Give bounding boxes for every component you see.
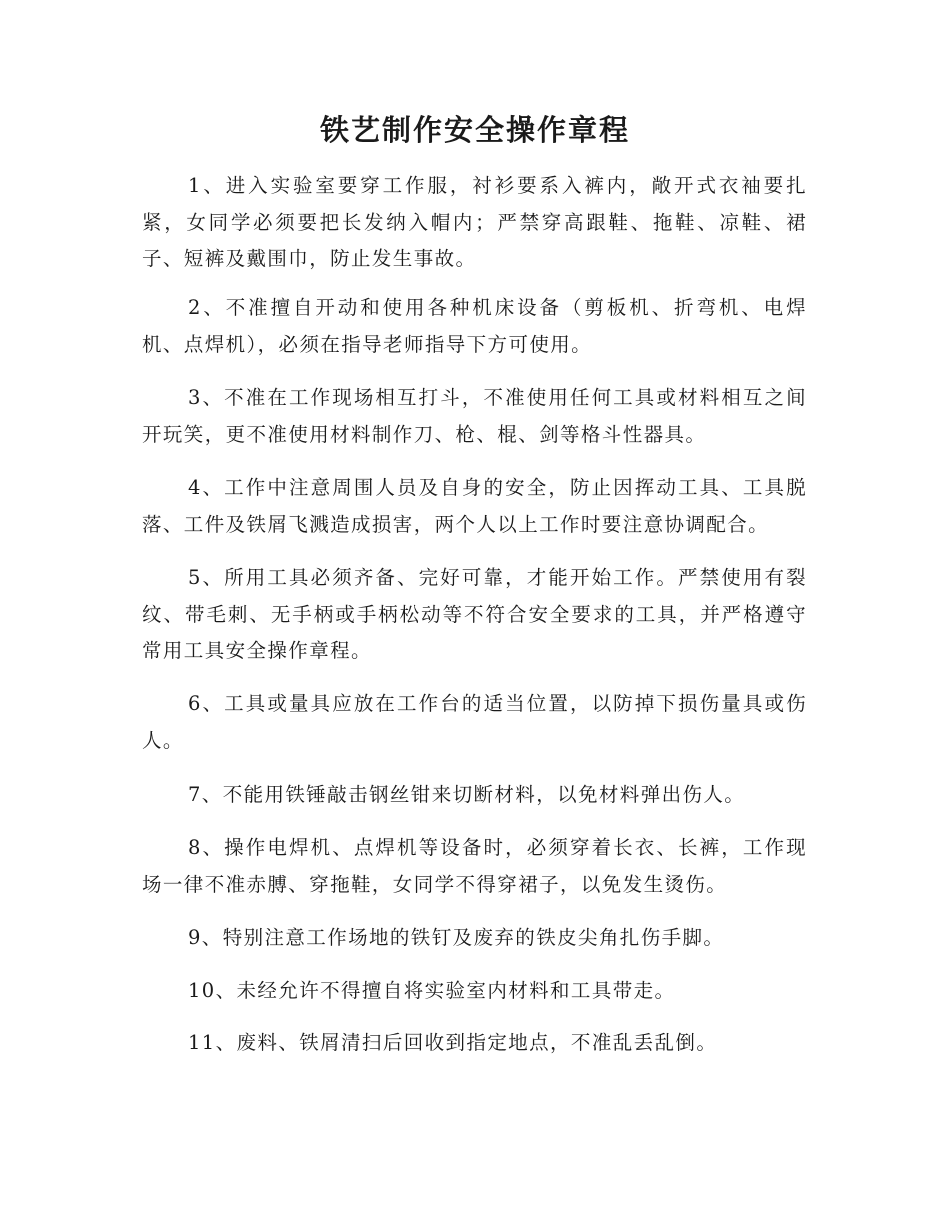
rule-4: 4、工作中注意周围人员及自身的安全，防止因挥动工具、工具脱落、工件及铁屑飞溅造成损害，两个人以上工作时要注意协调配合。 [142,476,807,536]
document-title: 铁艺制作安全操作章程 [319,113,630,147]
rule-7: 7、不能用铁锤敲击钢丝钳来切断材料，以免材料弹出伤人。 [188,783,746,806]
rule-9: 9、特别注意工作场地的铁钉及废弃的铁皮尖角扎伤手脚。 [188,926,725,949]
rule-3: 3、不准在工作现场相互打斗，不准使用任何工具或材料相互之间开玩笑，更不准使用材料制作刀、枪、棍、剑等格斗性器具。 [142,386,807,446]
rule-10: 10、未经允许不得擅自将实验室内材料和工具带走。 [188,979,676,1002]
rule-2: 2、不准擅自开动和使用各种机床设备（剪板机、折弯机、电焊机、点焊机），必须在指导老师指导下方可使用。 [142,296,807,356]
rule-5: 5、所用工具必须齐备、完好可靠，才能开始工作。严禁使用有裂纹、带毛刺、无手柄或手柄松动等不符合安全要求的工具，并严格遵守常用工具安全操作章程。 [142,566,807,662]
rule-8: 8、操作电焊机、点焊机等设备时，必须穿着长衣、长裤，工作现场一律不准赤膊、穿拖鞋，女同学不得穿裙子，以免发生烫伤。 [142,836,807,896]
rule-11: 11、废料、铁屑清扫后回收到指定地点，不准乱丢乱倒。 [188,1031,718,1054]
rule-1: 1、进入实验室要穿工作服，衬衫要系入裤内，敞开式衣袖要扎紧，女同学必须要把长发纳入帽内；严禁穿高跟鞋、拖鞋、凉鞋、裙子、短裤及戴围巾，防止发生事故。 [142,174,807,270]
rule-6: 6、工具或量具应放在工作台的适当位置，以防掉下损伤量具或伤人。 [142,692,807,752]
